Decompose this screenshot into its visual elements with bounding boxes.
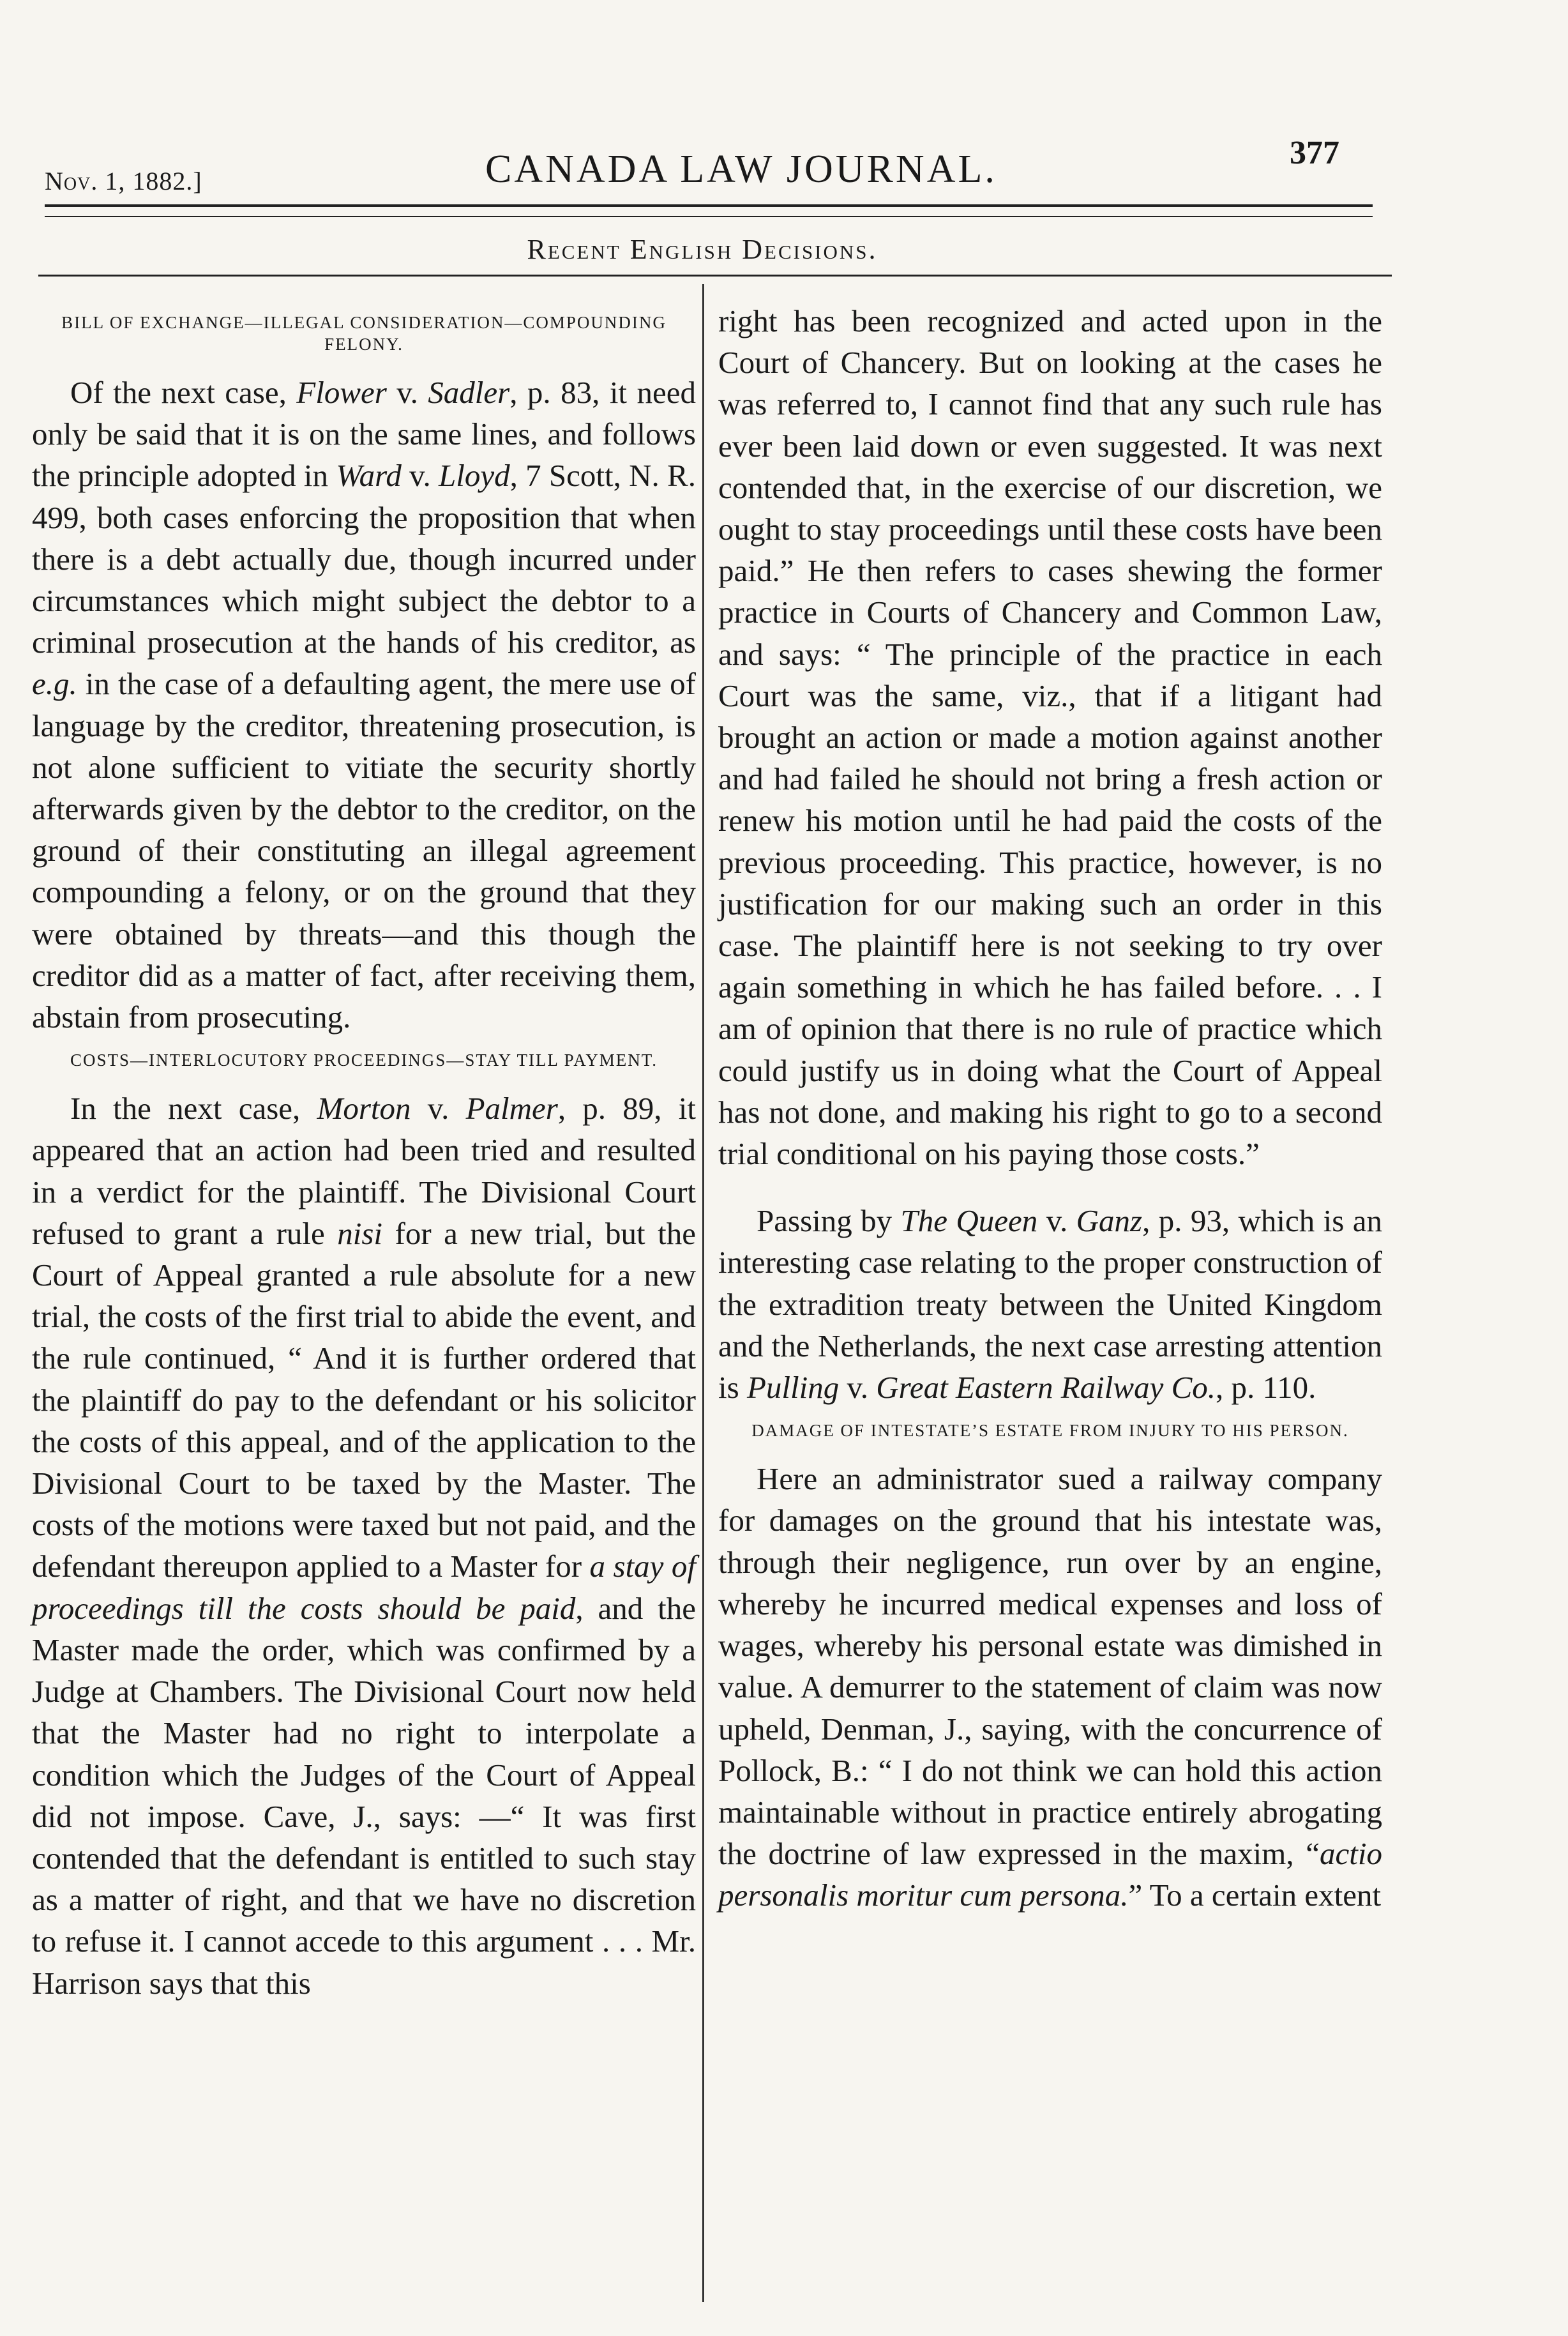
case-name: Palmer	[465, 1091, 558, 1126]
emphasis: a stay of proceedings till the costs should be paid	[32, 1549, 696, 1626]
case-name: Pulling	[746, 1370, 840, 1406]
case-name: Sadler	[428, 375, 510, 410]
paragraph-spacer	[718, 1174, 1382, 1200]
latin-maxim: actio personalis moritur cum persona.	[718, 1836, 1382, 1913]
paragraph-administrator-railway: Here an administrator sued a railway company for damages on the ground that his intestate was, through their negligence, run over by an engine, whereby he incurred medical expenses and loss of wages, whereby his personal estate was dimished in value. A demurrer to the statement of claim was now upheld, Denman, J., saying, with the concurrence of Pollock, B.: “ I do not think we can hold this action maintainable without in practice entirely abrogating the doctrine of law expressed in the maxim, “actio personalis moritur cum persona.” To a certain extent	[718, 1461, 1382, 1913]
subhead-damage-intestate: DAMAGE OF INTESTATE’S ESTATE FROM INJURY TO HIS PERSON.	[751, 1421, 1349, 1441]
header-double-rule	[45, 204, 1373, 217]
subhead-bill-of-exchange: BILL OF EXCHANGE—ILLEGAL CONSIDERATION—COMPOUNDING FELONY.	[61, 313, 667, 354]
issue-date: Nov. 1, 1882.]	[45, 167, 202, 195]
left-column	[32, 300, 696, 2004]
case-name: Great Eastern Railway Co.	[876, 1370, 1216, 1406]
case-name: Flower	[296, 375, 387, 410]
page-header	[38, 121, 1379, 211]
column-divider	[702, 284, 704, 2302]
case-name: Morton	[317, 1091, 411, 1126]
case-name: The Queen	[900, 1203, 1038, 1239]
paragraph-morton-v-palmer: In the next case, Morton v. Palmer, p. 89, it appeared that an action had been tried and resulted in a verdict for the plaintiff. The Divisional Court refused to grant a rule nisi for a new trial, but the Court of Appeal granted a rule absolute for a new trial, the costs of the first trial to abide the event, and the rule continued, “ And it is further ordered that the plaintiff do pay to the defendant or his solicitor the costs of this appeal, and of the application to the Divisional Court to be taxed by the Master. The costs of the motions were taxed but not paid, and the defendant thereupon applied to a Master for a stay of proceedings till the costs should be paid, and the Master made the order, which was confirmed by a Judge at Chambers. The Divisional Court now held that the Master had no right to interpolate a condition which the Judges of the Court of Appeal did not impose. Cave, J., says: —“ It was first contended that the defendant is entitled to such stay as a matter of right, and that we have no discretion to refuse it. I cannot accede to this argument . . . Mr. Harrison says that this	[32, 1091, 696, 2001]
case-name: Lloyd	[439, 458, 510, 494]
latin-term: nisi	[337, 1215, 383, 1251]
paragraph-continued-quote: right has been recognized and acted upon in the Court of Chancery. But on looking at the cases he was referred to, I cannot find that any such rule has ever been laid down or even suggested. It was next contended that, in the exercise of our discretion, we ought to stay proceedings until these costs have been paid.” He then refers to cases shewing the former practice in Courts of Chancery and Common Law, and says: “ The principle of the practice in each Court was the same, viz., that if a litigant had brought an action or made a motion against another and had failed he should not bring a fresh action or renew his motion until he had paid the costs of the previous proceeding. This practice, however, is no justification for our making such an order in this case. The plaintiff here is not seeking to try over again something in which he has failed before. . . I am of opinion that there is no rule of practice which could justify us in doing what the Court of Appeal has not done, and making his right to go to a second trial conditional on his paying those costs.”	[718, 303, 1382, 1172]
abbreviation: e.g.	[32, 666, 77, 702]
case-name: Ward	[336, 458, 402, 494]
subhead-costs: COSTS—INTERLOCUTORY PROCEEDINGS—STAY TILL PAYMENT.	[70, 1050, 658, 1070]
right-column	[718, 300, 1382, 1916]
journal-title: CANADA LAW JOURNAL.	[485, 148, 997, 191]
paragraph-flower-v-sadler: Of the next case, Flower v. Sadler, p. 83, it need only be said that it is on the same lines, and follows the principle adopted in Ward v. Lloyd, 7 Scott, N. R. 499, both cases enforcing the proposition that when there is a debt actually due, though incurred under circumstances which might subject the debtor to a criminal prosecution at the hands of his creditor, as e.g. in the case of a defaulting agent, the mere use of language by the creditor, threatening prosecution, is not alone sufficient to vitiate the security shortly afterwards given by the debtor to the creditor, on the ground of their constituting an illegal agreement compounding a felony, or on the ground that they were obtained by threats—and this though the creditor did as a matter of fact, after receiving them, abstain from prosecuting.	[32, 375, 696, 1035]
section-heading: Recent English Decisions.	[527, 234, 878, 265]
paragraph-queen-v-ganz: Passing by The Queen v. Ganz, p. 93, which is an interesting case relating to the proper construction of the extradition treaty between the United Kingdom and the Netherlands, the next case arresting attention is Pulling v. Great Eastern Railway Co., p. 110.	[718, 1203, 1382, 1406]
section-rule	[38, 275, 1392, 277]
page-number: 377	[1290, 135, 1339, 171]
case-name: Ganz	[1076, 1203, 1143, 1239]
